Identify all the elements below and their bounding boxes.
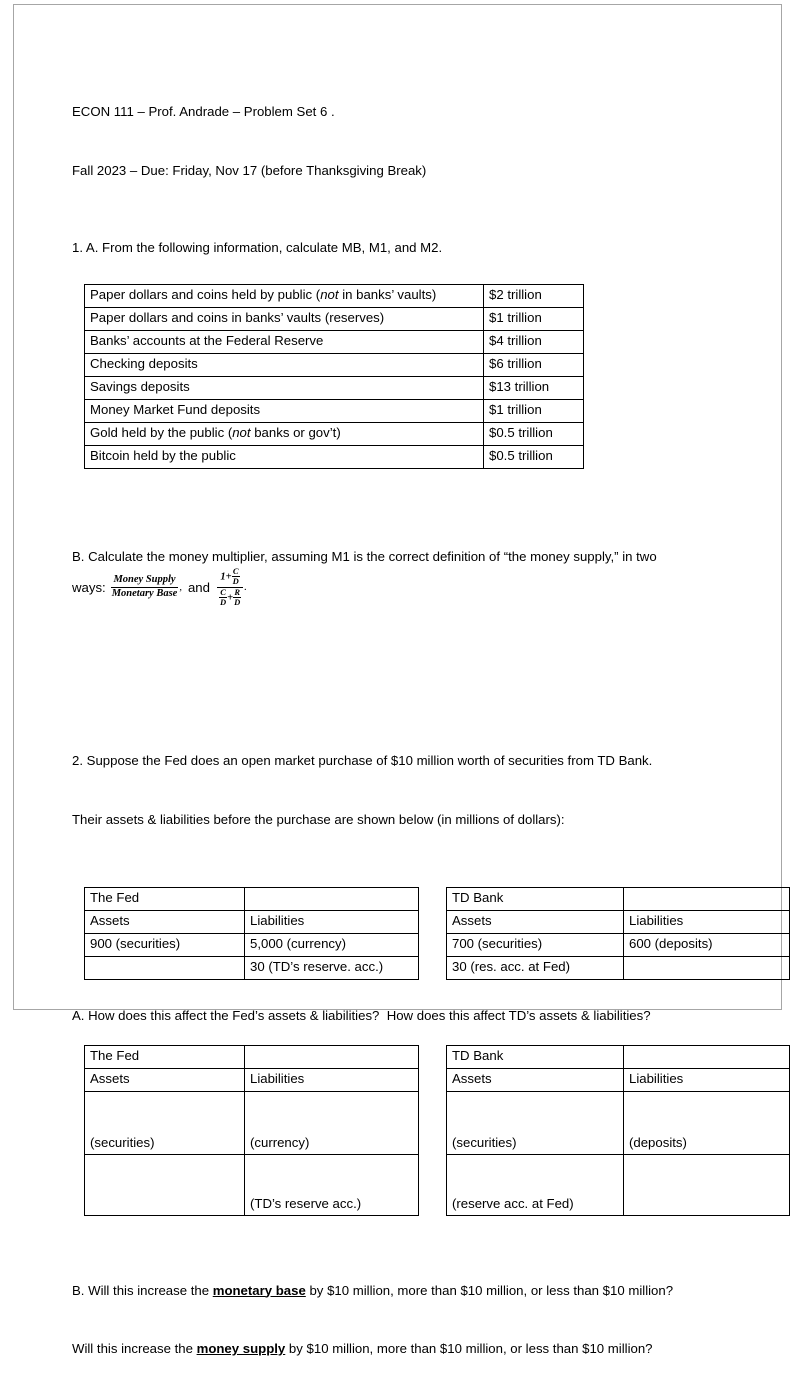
- document-content: [72, 63, 732, 1398]
- column-spacer: [419, 1154, 447, 1215]
- table-row: [85, 888, 790, 911]
- document-page: [13, 4, 782, 1356]
- table-row: [85, 353, 584, 376]
- mini-denominator: D: [219, 597, 227, 607]
- td-title-filler: [624, 1045, 790, 1068]
- table-row[interactable]: [85, 1091, 790, 1154]
- item-text-pre: Gold held by the public (: [90, 424, 233, 440]
- mini-fraction-c-over-d-2: [219, 588, 227, 608]
- item-text-pre: Banks’ accounts at the Federal Reserve: [90, 332, 324, 348]
- question-2b-prompt: [72, 1242, 732, 1398]
- td-assets-answer-cell[interactable]: (securities): [447, 1091, 624, 1154]
- td-liabilities-header: Liabilities: [624, 911, 790, 934]
- aggregate-item: [85, 376, 484, 399]
- line1-post: by $10 million, more than $10 million, or less than $10 million?: [305, 1282, 674, 1298]
- question-2-prompt: [72, 712, 732, 868]
- fed-assets-value: 900 (securities): [85, 934, 245, 957]
- fed-liabilities-header: Liabilities: [245, 1068, 419, 1091]
- formula-period: .: [244, 581, 247, 593]
- table-row: [85, 399, 584, 422]
- table-row: [85, 307, 584, 330]
- td-assets-header: Assets: [447, 911, 624, 934]
- spacer: [72, 1026, 732, 1045]
- and-connector: and: [187, 579, 210, 595]
- taccount-table-before: [84, 887, 790, 980]
- column-spacer: [419, 911, 447, 934]
- table-row: [85, 1045, 790, 1068]
- table-row: [85, 376, 584, 399]
- mini-fraction-r-over-d: [233, 588, 241, 608]
- fraction-numerator: [217, 567, 242, 588]
- table-row: [85, 330, 584, 353]
- question-2-line-2: Their assets & liabilities before the purchase are shown below (in millions of dollars):: [72, 811, 565, 827]
- table-row[interactable]: [85, 1154, 790, 1215]
- table-row: [85, 934, 790, 957]
- money-aggregates-table: [84, 284, 584, 469]
- item-text-pre: Bitcoin held by the public: [90, 447, 236, 463]
- numerator-one-plus: 1+: [220, 570, 232, 582]
- fed-title-cell: The Fed: [85, 1045, 245, 1068]
- item-text-pre: Savings deposits: [90, 378, 190, 394]
- taccount-table-after: [84, 1045, 790, 1216]
- td-title-cell: TD Bank: [447, 1045, 624, 1068]
- line1-pre: B. Will this increase the: [72, 1282, 213, 1298]
- question-2b-line-2: [72, 1339, 732, 1359]
- spacer: [72, 469, 732, 547]
- fraction-numerator: Money Supply: [111, 574, 177, 588]
- fed-assets-header: Assets: [85, 1068, 245, 1091]
- fraction-money-supply-monetary-base: [110, 574, 180, 601]
- assignment-header: [72, 63, 732, 219]
- fed-title-filler: [245, 888, 419, 911]
- denominator-plus: +: [227, 591, 234, 603]
- course-line: ECON 111 – Prof. Andrade – Problem Set 6 .: [72, 104, 335, 119]
- table-row: [85, 284, 584, 307]
- item-text-pre: Paper dollars and coins held by public (: [90, 286, 321, 302]
- fed-liabilities-answer-cell[interactable]: (TD’s reserve acc.): [245, 1154, 419, 1215]
- aggregate-item: [85, 399, 484, 422]
- td-assets-value: 30 (res. acc. at Fed): [447, 957, 624, 980]
- item-text-pre: Checking deposits: [90, 355, 198, 371]
- spacer: [72, 219, 732, 238]
- td-assets-answer-cell[interactable]: (reserve acc. at Fed): [447, 1154, 624, 1215]
- money-aggregates-body: [85, 284, 584, 468]
- fed-liabilities-answer-cell[interactable]: (currency): [245, 1091, 419, 1154]
- due-date-line: Fall 2023 – Due: Friday, Nov 17 (before Thanksgiving Break): [72, 162, 427, 178]
- taccount-after-body: [85, 1045, 790, 1215]
- table-row: [85, 1068, 790, 1091]
- td-assets-value: 700 (securities): [447, 934, 624, 957]
- aggregate-item: [85, 445, 484, 468]
- fraction-denominator: [216, 588, 244, 608]
- td-title-cell: TD Bank: [447, 888, 624, 911]
- fed-assets-answer-cell[interactable]: (securities): [85, 1091, 245, 1154]
- mini-numerator: R: [234, 586, 241, 597]
- column-spacer: [419, 1045, 447, 1068]
- money-supply-emphasis: money supply: [196, 1341, 286, 1356]
- table-row: [85, 422, 584, 445]
- formula-supply-over-base: [110, 574, 182, 601]
- item-text-post: banks or gov’t): [250, 424, 341, 440]
- aggregate-amount: $6 trillion: [484, 353, 584, 376]
- fed-liabilities-header: Liabilities: [245, 911, 419, 934]
- spacer: [72, 258, 732, 284]
- aggregate-amount: $0.5 trillion: [484, 422, 584, 445]
- aggregate-amount: $4 trillion: [484, 330, 584, 353]
- table-row: [85, 445, 584, 468]
- fed-liabilities-value: 5,000 (currency): [245, 934, 419, 957]
- aggregate-item: [85, 307, 484, 330]
- td-liabilities-header: Liabilities: [624, 1068, 790, 1091]
- aggregate-item: [85, 422, 484, 445]
- mini-numerator: C: [220, 586, 226, 597]
- column-spacer: [419, 1068, 447, 1091]
- td-title-filler: [624, 888, 790, 911]
- formula-cd-rd: [216, 567, 247, 608]
- item-text-post: in banks’ vaults): [338, 286, 437, 302]
- column-spacer: [419, 957, 447, 980]
- mini-fraction-c-over-d: [232, 567, 240, 587]
- line2-pre: Will this increase the: [72, 1341, 197, 1356]
- spacer: [72, 980, 732, 1006]
- table-row: [85, 911, 790, 934]
- item-text-pre: Money Market Fund deposits: [90, 401, 261, 417]
- question-1b-prompt: B. Calculate the money multiplier, assuming M1 is the correct definition of “the money supply,” in two: [72, 548, 657, 564]
- column-spacer: [419, 1091, 447, 1154]
- column-spacer: [419, 888, 447, 911]
- aggregate-amount: $1 trillion: [484, 307, 584, 330]
- aggregate-amount: $0.5 trillion: [484, 445, 584, 468]
- td-liabilities-value: [624, 957, 790, 980]
- item-text-italic: not: [320, 286, 339, 302]
- formula-comma: ,: [179, 581, 182, 593]
- spacer: [72, 868, 732, 887]
- line2-post: by $10 million, more than $10 million, or less than $10 million?: [285, 1341, 653, 1356]
- fraction-denominator: Monetary Base: [111, 587, 178, 599]
- question-2-line-1: 2. Suppose the Fed does an open market purchase of $10 million worth of securities from TD Bank.: [72, 753, 653, 768]
- item-text-italic: not: [232, 424, 251, 440]
- fraction-multiplier: [216, 567, 244, 608]
- fed-title-filler: [245, 1045, 419, 1068]
- table-row: [85, 957, 790, 980]
- monetary-base-emphasis: monetary base: [212, 1282, 306, 1298]
- spacer: [72, 608, 732, 686]
- aggregate-item: [85, 353, 484, 376]
- column-spacer: [419, 934, 447, 957]
- item-text-pre: Paper dollars and coins in banks’ vaults (reserves): [90, 309, 385, 325]
- td-liabilities-answer-cell[interactable]: (deposits): [624, 1091, 790, 1154]
- question-1a-prompt: 1. A. From the following information, calculate MB, M1, and M2.: [72, 240, 443, 255]
- td-assets-header: Assets: [447, 1068, 624, 1091]
- fed-assets-value: [85, 957, 245, 980]
- taccount-before-body: [85, 888, 790, 980]
- fed-assets-answer-cell[interactable]: [85, 1154, 245, 1215]
- question-2a-prompt: A. How does this affect the Fed’s assets & liabilities? How does this affect TD’s assets & liabilities?: [72, 1008, 651, 1023]
- fed-liabilities-value: 30 (TD’s reserve. acc.): [245, 957, 419, 980]
- aggregate-item: [85, 284, 484, 307]
- spacer: [72, 1216, 732, 1242]
- aggregate-amount: $1 trillion: [484, 399, 584, 422]
- aggregate-item: [85, 330, 484, 353]
- fed-assets-header: Assets: [85, 911, 245, 934]
- money-multiplier-formulas: [72, 566, 732, 608]
- td-liabilities-value: 600 (deposits): [624, 934, 790, 957]
- mini-denominator: D: [234, 597, 241, 607]
- td-liabilities-answer-cell[interactable]: [624, 1154, 790, 1215]
- fed-title-cell: The Fed: [85, 888, 245, 911]
- spacer: [72, 686, 732, 712]
- aggregate-amount: $2 trillion: [484, 284, 584, 307]
- aggregate-amount: $13 trillion: [484, 376, 584, 399]
- question-2b-line-1: [72, 1281, 732, 1301]
- mini-numerator: C: [232, 565, 239, 576]
- ways-label: ways:: [72, 579, 106, 595]
- mini-denominator: D: [232, 576, 239, 586]
